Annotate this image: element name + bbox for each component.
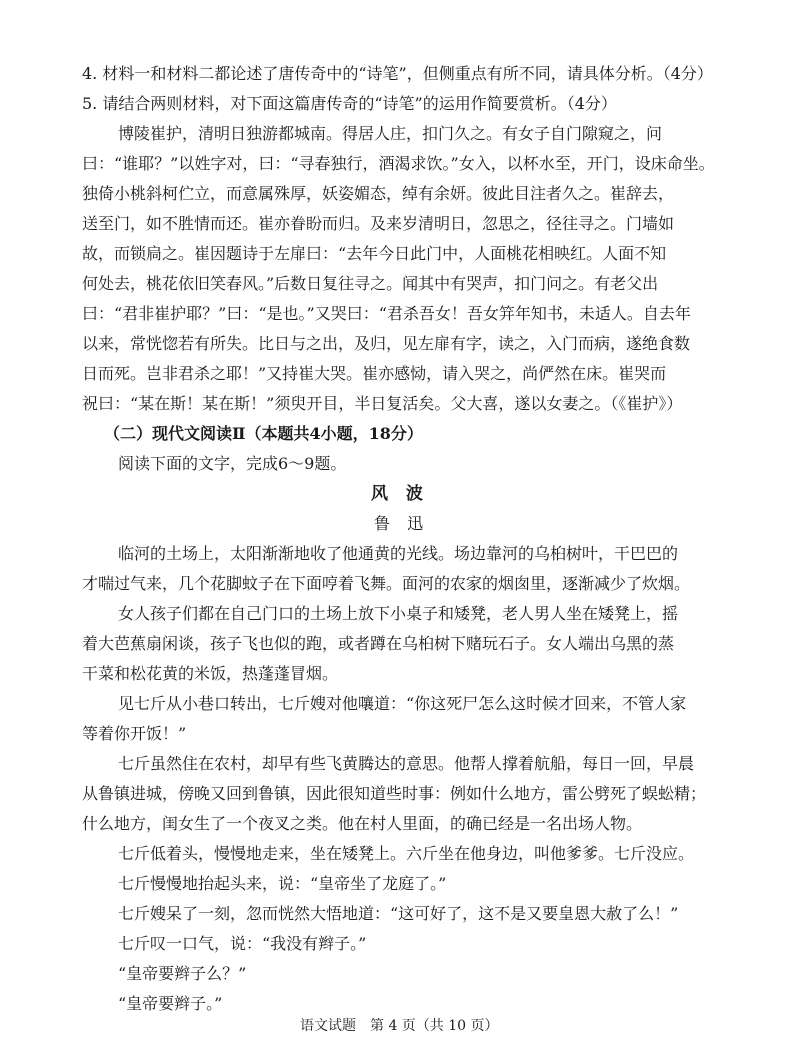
cuihu-line: 独倚小桃斜柯伫立，而意属殊厚，妖姿媚态，绰有余妍。彼此目注者久之。崔辞去，	[82, 184, 675, 203]
cuihu-line: 以来，常恍惚若有所失。比日与之出，及归，见左扉有字，读之，入门而病，遂绝食数	[82, 334, 691, 353]
cuihu-line: 曰：“谁耶？”以姓字对，曰：“寻春独行，酒渴求饮。”女入，以杯水至，开门，设床命坐。	[82, 154, 715, 173]
story-author: 鲁 迅	[374, 514, 430, 533]
cuihu-line: 故，而锁扃之。崔因题诗于左扉曰：“去年今日此门中，人面桃花相映红。人面不知	[82, 244, 667, 263]
cuihu-line: 曰：“君非崔护耶？”曰：“是也。”又哭曰：“君杀吾女！吾女笄年知书，未适人。自去年	[82, 304, 691, 323]
story-line: 七斤低着头，慢慢地走来，坐在矮凳上。六斤坐在他身边，叫他爹爹。七斤没应。	[118, 844, 695, 863]
cuihu-line: 祝曰：“某在斯！某在斯！”须臾开目，半日复活矣。父大喜，遂以女妻之。（《崔护》）	[82, 394, 683, 413]
story-line: 才喘过气来，几个花脚蚊子在下面哼着飞舞。面河的农家的烟囱里，逐渐减少了炊烟。	[82, 574, 691, 593]
cuihu-line: 何处去，桃花依旧笑春风。”后数日复往寻之。闻其中有哭声，扣门问之。有老父出	[82, 274, 659, 293]
story-title: 风 波	[371, 484, 429, 504]
story-line: 女人孩子们都在自己门口的土场上放下小桌子和矮凳，老人男人坐在矮凳上，摇	[118, 604, 679, 623]
story-line: “皇帝要辫子。”	[118, 994, 223, 1013]
story-line: 着大芭蕉扇闲谈，孩子飞也似的跑，或者蹲在乌桕树下赌玩石子。女人端出乌黑的蒸	[82, 634, 675, 653]
story-line: 七斤嫂呆了一刻，忽而恍然大悟地道：“这可好了，这不是又要皇恩大赦了么！”	[118, 904, 679, 923]
story-line: 见七斤从小巷口转出，七斤嫂对他嚷道：“你这死尸怎么这时候才回来，不管人家	[118, 694, 687, 713]
story-line: 等着你开饭！”	[82, 724, 187, 743]
section-instruction: 阅读下面的文字，完成6～9题。	[118, 454, 347, 473]
story-line: “皇帝要辫子么？”	[118, 964, 247, 983]
cuihu-line: 送至门，如不胜情而还。崔亦眷盼而归。及来岁清明日，忽思之，径往寻之。门墙如	[82, 214, 675, 233]
question-4: 4. 材料一和材料二都论述了唐传奇中的“诗笔”，但侧重点有所不同，请具体分析。（4分）	[82, 64, 713, 83]
story-line: 从鲁镇进城，傍晚又回到鲁镇，因此很知道些时事：例如什么地方，雷公劈死了蜈蚣精；	[82, 784, 707, 803]
cuihu-line: 日而死。岂非君杀之耶！”又持崔大哭。崔亦感恸，请入哭之，尚俨然在床。崔哭而	[82, 364, 667, 383]
story-line: 干菜和松花黄的米饭，热蓬蓬冒烟。	[82, 664, 339, 683]
section-heading: （二）现代文阅读Ⅱ（本题共4小题，18分）	[104, 424, 423, 443]
story-line: 七斤慢慢地抬起头来，说：“皇帝坐了龙庭了。”	[118, 874, 447, 893]
page-footer: 语文试题 第 4 页（共 10 页）	[300, 1018, 499, 1034]
story-line: 临河的土场上，太阳渐渐地收了他通黄的光线。场边靠河的乌桕树叶，干巴巴的	[118, 544, 679, 563]
story-line: 七斤叹一口气，说：“我没有辫子。”	[118, 934, 367, 953]
cuihu-line: 博陵崔护，清明日独游都城南。得居人庄，扣门久之。有女子自门隙窥之，问	[118, 124, 663, 143]
question-5: 5. 请结合两则材料，对下面这篇唐传奇的“诗笔”的运用作简要赏析。（4分）	[82, 94, 617, 113]
story-line: 七斤虽然住在农村，却早有些飞黄腾达的意思。他帮人撑着航船，每日一回，早晨	[118, 754, 695, 773]
story-line: 什么地方，闺女生了一个夜叉之类。他在村人里面，的确已经是一名出场人物。	[82, 814, 643, 833]
